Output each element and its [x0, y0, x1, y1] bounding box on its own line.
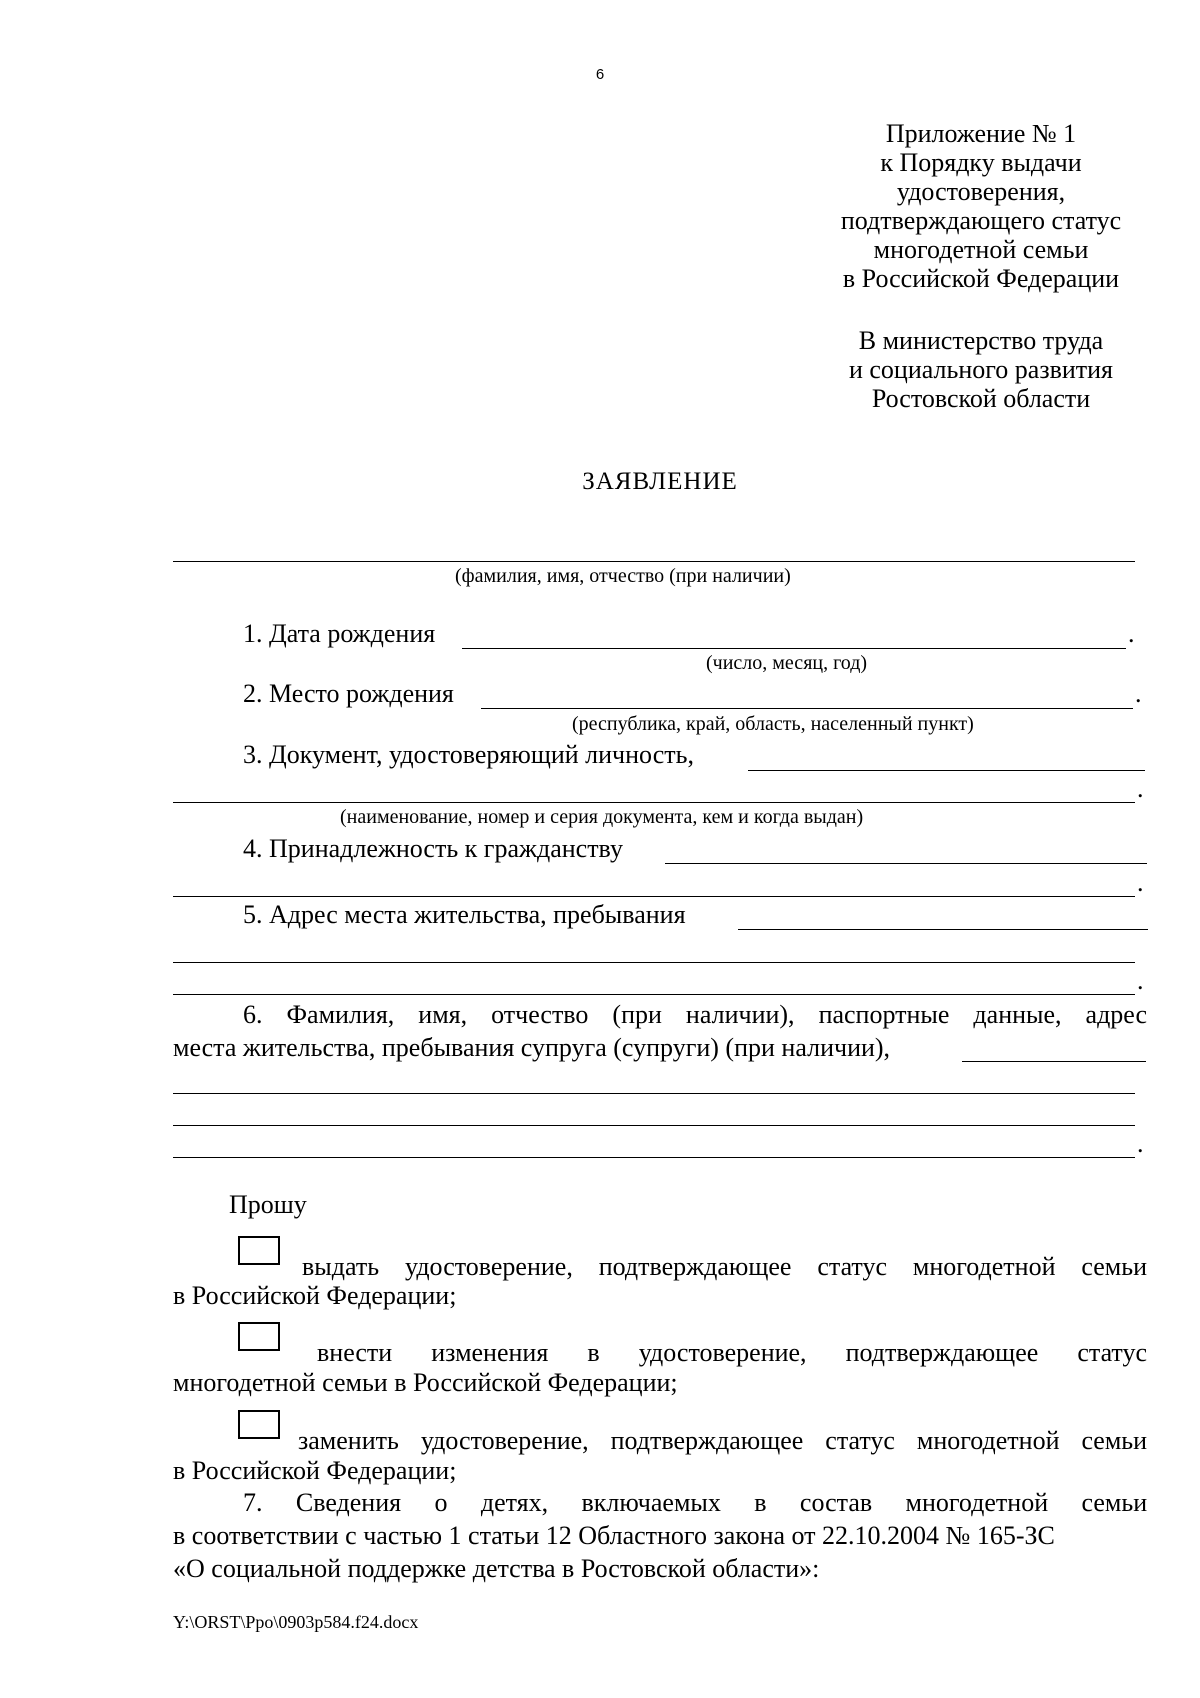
spouse-field-line-1[interactable] [962, 1061, 1146, 1062]
appendix-header [796, 119, 1166, 293]
spouse-field-line-2[interactable] [173, 1093, 1135, 1094]
request-label: Прошу [229, 1190, 307, 1219]
address-label: 5. Адрес места жительства, пребывания [243, 900, 686, 929]
birth-date-period: . [1128, 619, 1135, 648]
checkbox-issue[interactable] [238, 1236, 280, 1265]
word: многодетной [905, 1488, 1049, 1517]
word: наличии), [685, 1000, 795, 1029]
word: включаемых [581, 1488, 721, 1517]
checkbox-change[interactable] [238, 1322, 280, 1351]
citizenship-field-line-1[interactable] [665, 863, 1147, 864]
word: семьи [1081, 1426, 1148, 1455]
birth-place-field-line[interactable] [481, 708, 1133, 709]
file-path-footer: Y:\ORST\Ppo\0903p584.f24.docx [173, 1612, 419, 1632]
word: адрес [1085, 1000, 1148, 1029]
spouse-field-line-3[interactable] [173, 1125, 1135, 1126]
spouse-label-line-2: места жительства, пребывания супруга (супруги) (при наличии), [173, 1033, 891, 1062]
option-issue-line-1 [302, 1252, 1147, 1282]
birth-date-field-line[interactable] [462, 648, 1126, 649]
word: состав [799, 1488, 873, 1517]
word: (при [612, 1000, 662, 1029]
birth-date-caption: (число, месяц, год) [706, 652, 868, 674]
word: данные, [973, 1000, 1062, 1029]
appendix-line: удостоверения, [896, 177, 1066, 206]
word: многодетной [916, 1426, 1060, 1455]
address-field-line-2[interactable] [173, 962, 1135, 963]
option-change-line-2: многодетной семьи в Российской Федерации; [173, 1368, 678, 1397]
word: внести [317, 1338, 393, 1367]
address-field-line-1[interactable] [738, 929, 1148, 930]
spouse-period: . [1137, 1129, 1144, 1158]
option-replace-line-1 [298, 1426, 1147, 1456]
word: паспортные [818, 1000, 950, 1029]
word: 6. Фамилия, [243, 1000, 395, 1029]
word: в [754, 1488, 767, 1517]
word: изменения [431, 1338, 549, 1367]
citizenship-period: . [1137, 868, 1144, 897]
appendix-line: в Российской Федерации [842, 264, 1120, 293]
option-issue-line-2: в Российской Федерации; [173, 1281, 457, 1310]
fio-field-line[interactable] [173, 561, 1135, 562]
citizenship-label: 4. Принадлежность к гражданству [243, 834, 623, 863]
word: детях, [480, 1488, 549, 1517]
appendix-line: к Порядку выдачи [880, 148, 1082, 177]
word: семьи [1081, 1488, 1148, 1517]
word: статус [817, 1252, 887, 1281]
birth-place-label: 2. Место рождения [243, 679, 454, 708]
appendix-line: Приложение № 1 [885, 119, 1077, 148]
option-replace-line-2: в Российской Федерации; [173, 1456, 457, 1485]
id-document-period: . [1137, 774, 1144, 803]
word: подтверждающее [598, 1252, 792, 1281]
word: в [587, 1338, 600, 1367]
word: имя, [418, 1000, 468, 1029]
birth-place-caption: (республика, край, область, населенный пункт) [572, 713, 974, 735]
word: заменить [298, 1426, 399, 1455]
addressee-line: В министерство труда [858, 326, 1104, 355]
appendix-line: многодетной семьи [873, 235, 1089, 264]
word: статус [1077, 1338, 1147, 1367]
word: удостоверение, [420, 1426, 589, 1455]
spouse-label-line-1 [243, 1000, 1147, 1030]
word: о [434, 1488, 448, 1517]
word: семьи [1081, 1252, 1148, 1281]
word: выдать [302, 1252, 380, 1281]
appendix-line: подтверждающего статус [840, 206, 1122, 235]
word: отчество [491, 1000, 589, 1029]
document-title: ЗАЯВЛЕНИЕ [582, 468, 738, 495]
id-document-label: 3. Документ, удостоверяющий личность, [243, 740, 694, 769]
birth-date-label: 1. Дата рождения [243, 619, 436, 648]
page-number: 6 [595, 66, 605, 83]
word: статус [825, 1426, 895, 1455]
spouse-field-line-4[interactable] [173, 1157, 1135, 1158]
children-line-2: в соответствии с частью 1 статьи 12 Областного закона от 22.10.2004 № 165-ЗС [173, 1521, 1055, 1550]
option-change-line-1 [317, 1338, 1147, 1368]
citizenship-field-line-2[interactable] [173, 896, 1135, 897]
word: многодетной [912, 1252, 1056, 1281]
children-line-1 [243, 1488, 1147, 1518]
address-period: . [1137, 966, 1144, 995]
id-document-field-line-2[interactable] [173, 802, 1135, 803]
word: 7. Сведения [243, 1488, 402, 1517]
addressee-line: Ростовской области [871, 384, 1091, 413]
birth-place-period: . [1135, 679, 1142, 708]
addressee-line: и социального развития [848, 355, 1114, 384]
fio-caption: (фамилия, имя, отчество (при наличии) [455, 565, 791, 587]
id-document-caption: (наименование, номер и серия документа, кем и когда выдан) [340, 806, 864, 828]
word: удостоверение, [404, 1252, 573, 1281]
checkbox-replace[interactable] [238, 1410, 280, 1439]
word: подтверждающее [610, 1426, 804, 1455]
word: удостоверение, [638, 1338, 807, 1367]
children-line-3: «О социальной поддержке детства в Ростовской области»: [173, 1554, 820, 1583]
address-field-line-3[interactable] [173, 994, 1135, 995]
id-document-field-line-1[interactable] [748, 770, 1145, 771]
addressee-block [796, 326, 1166, 413]
word: подтверждающее [845, 1338, 1039, 1367]
